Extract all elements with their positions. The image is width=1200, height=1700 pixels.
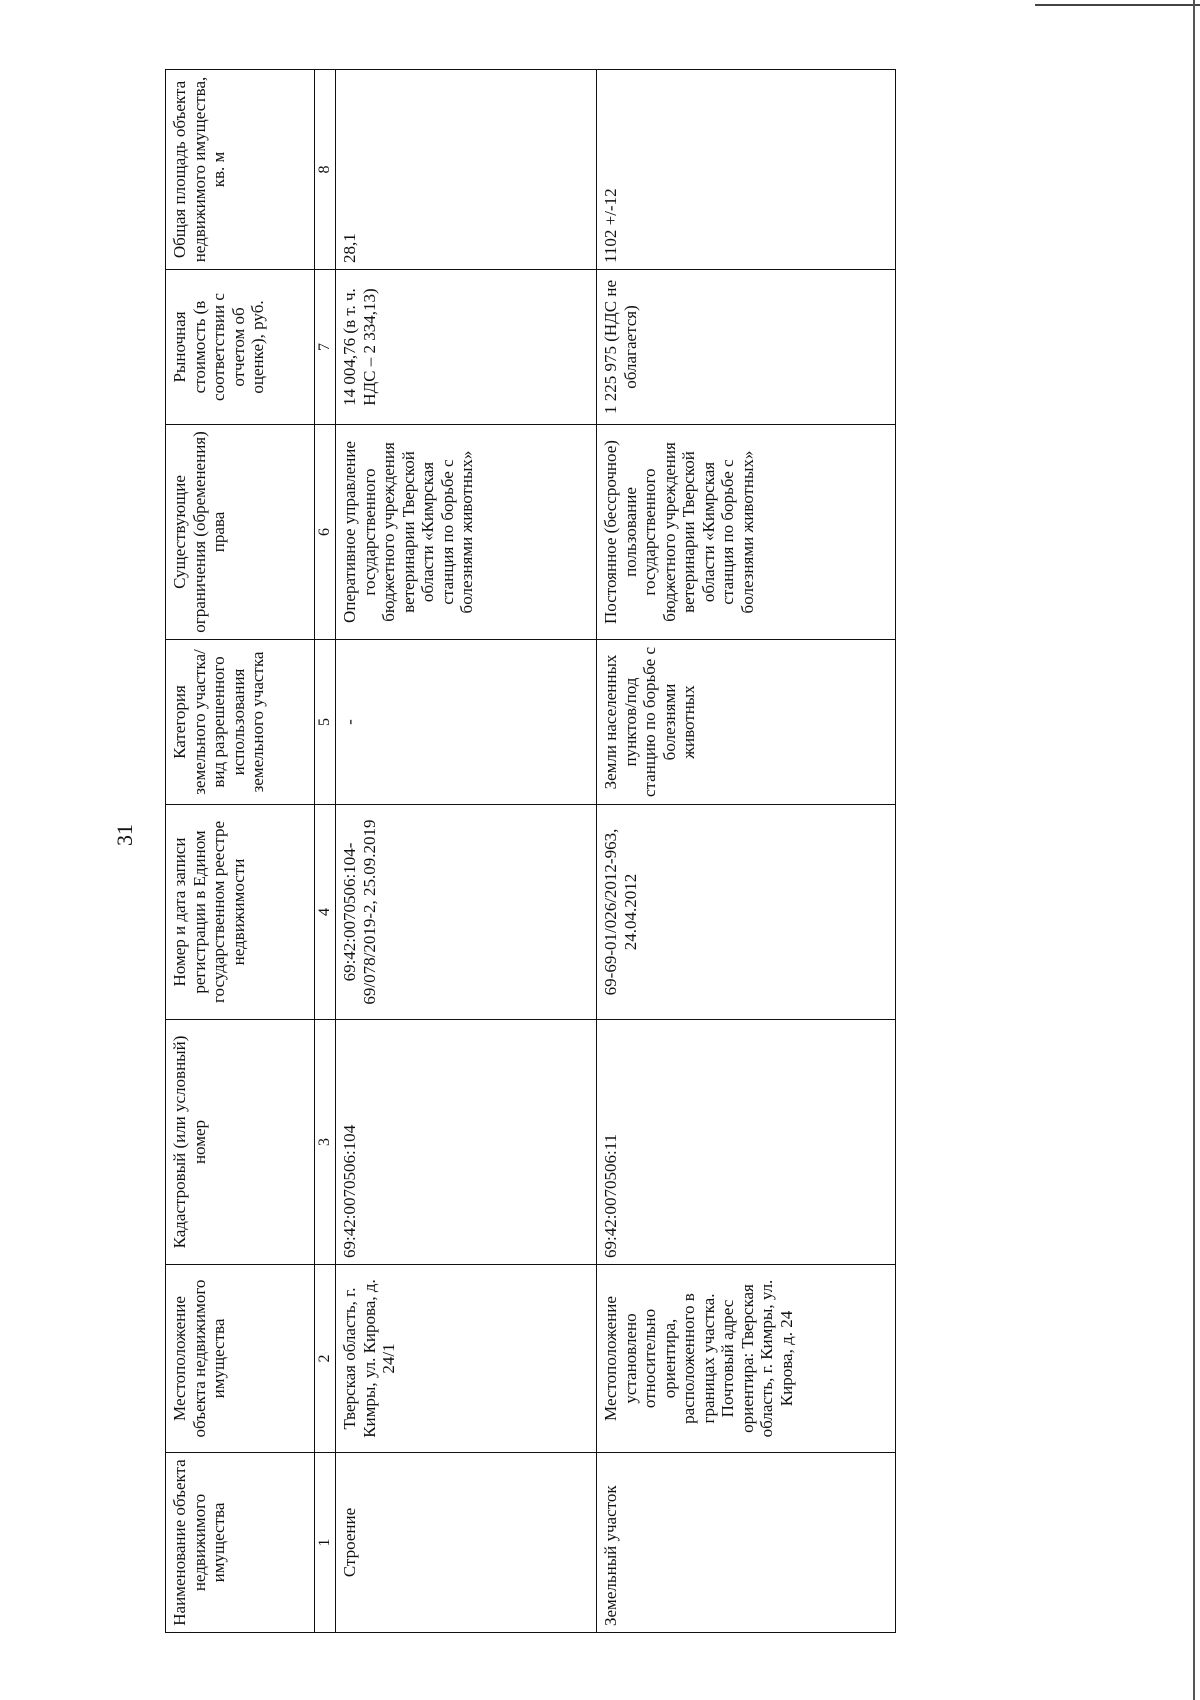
header-category: Категория земельного участка/вид разрешенного использования земельного участка [166, 640, 315, 805]
property-table [165, 69, 896, 1633]
cell-area: 1102 +/-12 [597, 70, 896, 270]
cell-name: Строение [336, 1453, 597, 1633]
cell-encumbrance: Постоянное (бессрочное) пользование государственного бюджетного учреждения ветеринарии Тверской области «Кимрская станция по борьбе с болезнями животных» [597, 425, 896, 640]
cell-registration: 69:42:0070506:104-69/078/2019-2, 25.09.2019 [336, 805, 597, 1020]
column-number: 8 [315, 70, 336, 270]
column-number: 7 [315, 270, 336, 425]
header-area: Общая площадь объекта недвижимого имущества, кв. м [166, 70, 315, 270]
cell-value: 14 004,76 (в т. ч. НДС – 2 334,13) [336, 270, 597, 425]
column-number: 1 [315, 1453, 336, 1633]
page-number: 31 [112, 824, 137, 846]
column-number: 2 [315, 1265, 336, 1453]
column-number: 3 [315, 1020, 336, 1265]
table-row [597, 70, 896, 1633]
property-table-container [165, 70, 896, 1633]
cell-cadastral: 69:42:0070506:11 [597, 1020, 896, 1265]
header-value: Рыночная стоимость (в соответствии с отчетом об оценке), руб. [166, 270, 315, 425]
scan-edge-top [1035, 4, 1200, 6]
cell-encumbrance: Оперативное управление государственного бюджетного учреждения ветеринарии Тверской области «Кимрская станция по борьбе с болезнями животных» [336, 425, 597, 640]
header-name: Наименование объекта недвижимого имущества [166, 1453, 315, 1633]
cell-location: Тверская область, г. Кимры, ул. Кирова, д. 24/1 [336, 1265, 597, 1453]
cell-value: 1 225 975 (НДС не облагается) [597, 270, 896, 425]
header-encumbrance: Существующие ограничения (обременения) права [166, 425, 315, 640]
scan-edge-right [1193, 0, 1195, 1700]
cell-registration: 69-69-01/026/2012-963, 24.04.2012 [597, 805, 896, 1020]
table-header-row [166, 70, 315, 1633]
cell-name: Земельный участок [597, 1453, 896, 1633]
cell-category: Земли населенных пунктов/под станцию по борьбе с болезнями животных [597, 640, 896, 805]
cell-location: Местоположение установлено относительно ориентира, расположенного в границах участка. Почтовый адрес ориентира: Тверская область, г. Кимры, ул. Кирова, д. 24 [597, 1265, 896, 1453]
cell-category: - [336, 640, 597, 805]
column-number: 6 [315, 425, 336, 640]
column-number: 5 [315, 640, 336, 805]
table-row [336, 70, 597, 1633]
header-registration: Номер и дата записи регистрации в Едином государственном реестре недвижимости [166, 805, 315, 1020]
column-number-row [315, 70, 336, 1633]
header-cadastral: Кадастровый (или условный) номер [166, 1020, 315, 1265]
column-number: 4 [315, 805, 336, 1020]
cell-cadastral: 69:42:0070506:104 [336, 1020, 597, 1265]
cell-area: 28,1 [336, 70, 597, 270]
header-location: Местоположение объекта недвижимого имущества [166, 1265, 315, 1453]
